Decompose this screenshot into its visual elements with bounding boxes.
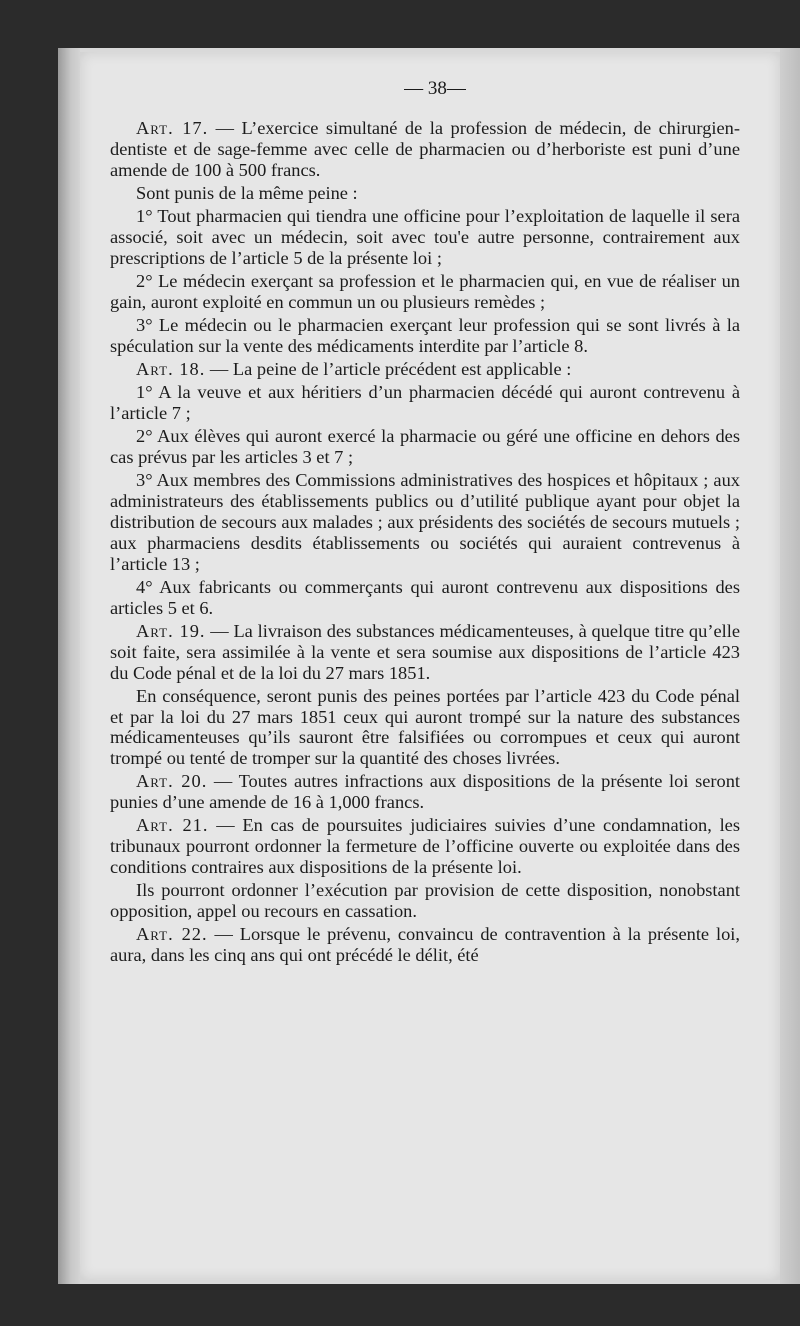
paragraph-text: Sont punis de la même peine : (136, 182, 358, 203)
article-label: Art. 20. (136, 771, 208, 792)
paragraph (110, 470, 740, 575)
paragraph-text: 3° Aux membres des Commissions administratives des hospices et hôpitaux ; aux administrateurs des établissements publics ou d’utilité publique ayant pour objet la distribution de secours aux malades ; aux présidents des sociétés de secours mutuels ; aux pharmaciens desdits établissements ou sociétés qui auraient contrevenus à l’article 13 ; (110, 470, 740, 574)
paragraph (110, 315, 740, 357)
paragraph-text: Ils pourront ordonner l’exécution par provision de cette disposition, nonobstant opposition, appel ou recours en cassation. (110, 880, 740, 922)
article-label: Art. 19. (136, 620, 206, 641)
article-label: Art. 22. (136, 924, 208, 945)
article-label: Art. 17. (136, 118, 209, 138)
book-spine (58, 48, 80, 1284)
paragraph (110, 771, 740, 813)
paragraph (110, 183, 740, 204)
paragraph-text: — La livraison des substances médicamenteuses, à quelque titre qu’elle soit faite, sera assimilée à la vente et sera soumise aux dispositions de l’article 423 du Code pénal et de la loi du 27 mars 1851. (110, 620, 740, 683)
paragraph (110, 880, 740, 922)
paragraph-text: — Toutes autres infractions aux dispositions de la présente loi seront punies d’une amende de 16 à 1,000 francs. (110, 771, 741, 813)
body-text (110, 118, 740, 968)
paragraph-text: 2° Aux élèves qui auront exercé la pharmacie ou géré une officine en dehors des cas prévus par les articles 3 et 7 ; (110, 426, 740, 467)
paragraph (110, 382, 740, 424)
paragraph (110, 206, 740, 269)
paragraph-text: 1° A la veuve et aux héritiers d’un pharmacien décédé qui auront contrevenu à l’article 7 ; (110, 382, 740, 423)
paragraph-text: En conséquence, seront punis des peines portées par l’article 423 du Code pénal et par la loi du 27 mars 1851 ceux qui auront trompé sur la nature des substances médicamenteuses qu’ils sauront être falsifiées ou corrompues et ceux qui auront trompé ou tenté de tromper sur la quantité des choses livrées. (110, 685, 740, 769)
paragraph (110, 118, 740, 181)
paragraph (110, 359, 740, 380)
paragraph (110, 924, 740, 966)
page-edge (780, 48, 800, 1284)
article-label: Art. 21. (136, 815, 209, 836)
paragraph-text: 2° Le médecin exerçant sa profession et le pharmacien qui, en vue de réaliser un gain, auront exploité en commun un ou plusieurs remèdes ; (110, 270, 740, 312)
page-number: — 38— (404, 78, 466, 99)
paragraph (110, 271, 740, 313)
paragraph-text: — La peine de l’article précédent est applicable : (205, 358, 572, 379)
paragraph-text: — Lorsque le prévenu, convaincu de contravention à la présente loi, aura, dans les cinq ans qui ont précédé le délit, été (110, 924, 741, 966)
article-label: Art. 18. (136, 358, 206, 379)
paragraph-text: 3° Le médecin ou le pharmacien exerçant leur profession qui se sont livrés à la spéculation sur la vente des médicaments interdite par l’article 8. (110, 314, 740, 356)
paragraph (110, 577, 740, 619)
paragraph-text: — En cas de poursuites judiciaires suivies d’une condamnation, les tribunaux pourront ordonner la fermeture de l’officine ouverte ou exploitée dans des conditions contraires aux dispositions de la présente loi. (110, 815, 740, 878)
paragraph-text: — L’exercice simultané de la profession de médecin, de chirurgien-dentiste et de sage-femme avec celle de pharmacien ou d’herboriste est puni d’une amende de 100 à 500 francs. (110, 118, 740, 180)
paragraph-text: 4° Aux fabricants ou commerçants qui auront contrevenu aux dispositions des articles 5 et 6. (110, 576, 740, 618)
paragraph (110, 426, 740, 468)
paragraph-text: 1° Tout pharmacien qui tiendra une officine pour l’exploitation de laquelle il sera associé, soit avec un médecin, soit avec tou'e autre personne, contrairement aux prescriptions de l’article 5 de la présente loi ; (110, 206, 740, 268)
paragraph (110, 621, 740, 684)
paragraph (110, 686, 740, 770)
paragraph (110, 815, 740, 878)
